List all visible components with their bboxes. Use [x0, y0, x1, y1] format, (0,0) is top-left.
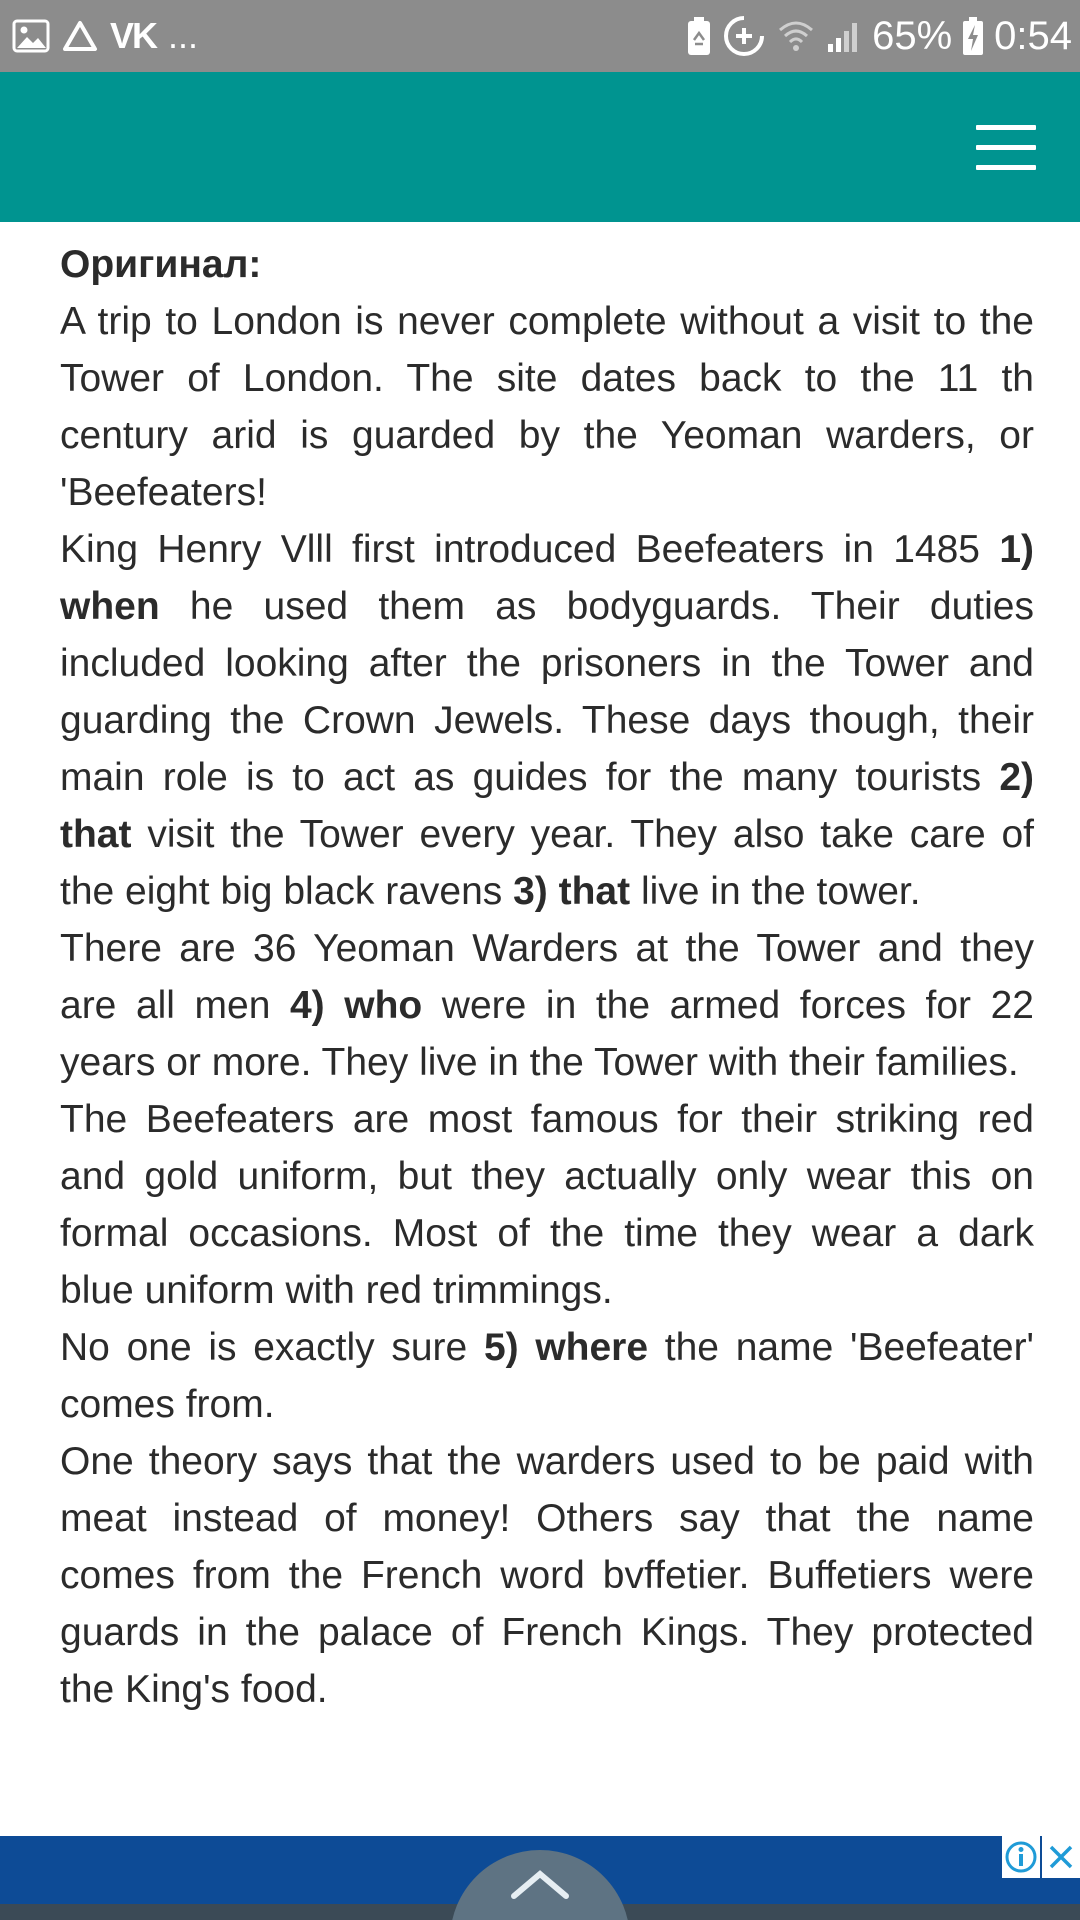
data-saver-icon	[722, 14, 766, 58]
article-heading: Оригинал:	[60, 243, 262, 286]
answer-1: 1) when	[60, 528, 1034, 628]
paragraph-4: The Beefeaters are most famous for their striking red and gold uniform, but they actually only wear this on formal occasions. Most of the time they wear a dark blue uniform with red trimmings.	[60, 1098, 1034, 1312]
gallery-icon	[12, 19, 50, 53]
hamburger-icon[interactable]	[976, 125, 1036, 169]
paragraph-2: King Henry Vlll first introduced Beefeaters in 1485 1) when he used them as bodyguards. Their duties included looking after the prisoners in the Tower and guarding the Crown Jewels. These days though, their main role is to act as guides for the many tourists 2) that visit the Tower every year. They also take care of the eight big black ravens 3) that live in the tower.	[60, 528, 1034, 913]
status-bar	[0, 0, 1080, 72]
paragraph-1: A trip to London is never complete without a visit to the Tower of London. The site dates back to the 11 th century arid is guarded by the Yeoman warders, or 'Beefeaters!	[60, 300, 1034, 514]
clock: 0:54	[994, 14, 1072, 58]
signal-icon	[826, 18, 862, 54]
ad-close-button[interactable]	[1042, 1836, 1080, 1878]
ad-info-button[interactable]	[1002, 1836, 1040, 1878]
ad-banner[interactable]	[0, 1836, 1080, 1920]
answer-5: 5) where	[483, 1326, 649, 1369]
ad-collapse-button[interactable]	[450, 1850, 630, 1920]
vk-icon: VK	[110, 15, 157, 56]
answer-2: 2) that	[60, 756, 1034, 856]
close-icon	[1046, 1842, 1076, 1872]
info-icon	[1004, 1840, 1038, 1874]
battery-charging-icon	[962, 16, 984, 56]
chevron-up-icon	[450, 1858, 630, 1918]
more-notifications: ...	[168, 15, 199, 56]
status-bar-left	[12, 0, 198, 72]
app-header	[0, 72, 1080, 222]
answer-3: 3) that	[513, 870, 631, 913]
recycle-battery-icon	[686, 16, 712, 56]
article-content	[60, 236, 1034, 1718]
drive-icon	[62, 20, 98, 52]
wifi-icon	[776, 18, 816, 54]
answer-4: 4) who	[289, 984, 423, 1027]
paragraph-5: No one is exactly sure 5) where the name 'Beefeater' comes from.	[60, 1326, 1035, 1426]
status-bar-right	[686, 0, 1072, 72]
paragraph-3: There are 36 Yeoman Warders at the Tower and they are all men 4) who were in the armed forces for 22 years or more. They live in the Tower with their families.	[60, 927, 1034, 1084]
paragraph-6: One theory says that the warders used to be paid with meat instead of money! Others say that the name comes from the French word bvffetier. Buffetiers were guards in the palace of French Kings. They protected the King's food.	[60, 1440, 1034, 1711]
battery-percent: 65%	[872, 14, 953, 58]
